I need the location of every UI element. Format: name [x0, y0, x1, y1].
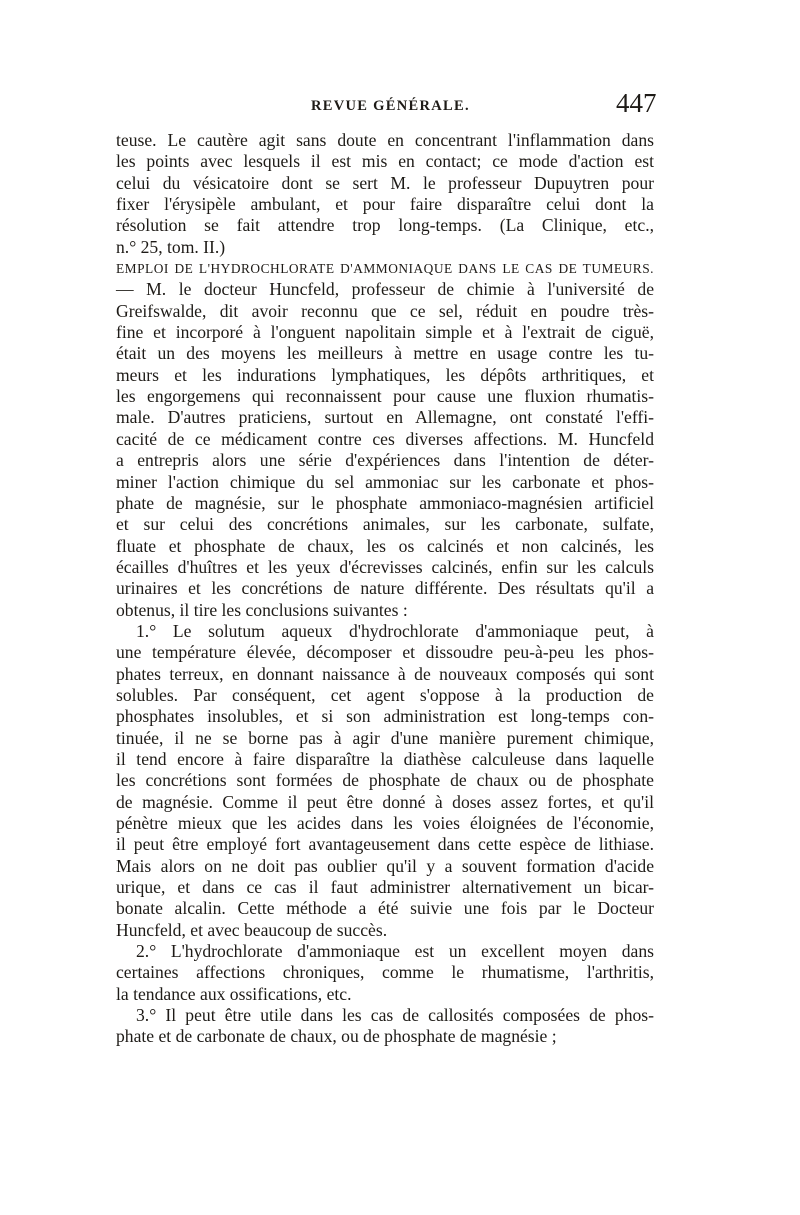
page-number: 447	[616, 88, 657, 118]
text-line: bonate alcalin. Cette méthode a été suivie une fois par le Docteur	[116, 898, 654, 919]
text-line: il peut être employé fort avantageusement dans cette espèce de lithiase.	[116, 834, 654, 855]
text-line: urique, et dans ce cas il faut administrer alternativement un bicar-	[116, 877, 654, 898]
list-item-1: 1.° Le solutum aqueux d'hydrochlorate d'ammoniaque peut, à	[136, 620, 654, 641]
text-line: a entrepris alors une série d'expériences dans l'intention de déter-	[116, 450, 654, 471]
text-line: les concrétions sont formées de phosphate de chaux ou de phosphate	[116, 770, 654, 791]
text-line: miner l'action chimique du sel ammoniac sur les carbonate et phos-	[116, 471, 654, 492]
text-line: les engorgemens qui reconnaissent pour cause une fluxion rhumatis-	[116, 386, 654, 407]
text-line: Huncfeld, et avec beaucoup de succès.	[116, 919, 388, 940]
text-line: fluate et phosphate de chaux, les os calcinés et non calcinés, les	[116, 535, 654, 556]
text-line: de magnésie. Comme il peut être donné à doses assez fortes, et qu'il	[116, 791, 654, 812]
text-line: Greifswalde, dit avoir reconnu que ce sel, réduit en poudre très-	[116, 300, 654, 321]
text-line: résolution se fait attendre trop long-temps. (La Clinique, etc.,	[116, 215, 654, 236]
body-text	[116, 130, 654, 1048]
text-line: phosphates insolubles, et si son administration est long-temps con-	[116, 706, 654, 727]
text-line: phate et de carbonate de chaux, ou de phosphate de magnésie ;	[116, 1026, 557, 1047]
text-line: écailles d'huîtres et les yeux d'écrevisses calcinés, enfin sur les calculs	[116, 556, 654, 577]
page-header	[116, 88, 660, 126]
text-line: Mais alors on ne doit pas oublier qu'il y a souvent formation d'acide	[116, 855, 654, 876]
text-line: solubles. Par conséquent, cet agent s'oppose à la production de	[116, 684, 654, 705]
list-item-2: 2.° L'hydrochlorate d'ammoniaque est un excellent moyen dans	[136, 941, 654, 962]
text-line: tinuée, il ne se borne pas à agir d'une manière purement chimique,	[116, 727, 654, 748]
text-line: certaines affections chroniques, comme le rhumatisme, l'arthritis,	[116, 962, 654, 983]
text-line: était un des moyens les meilleurs à mettre en usage contre les tu-	[116, 343, 654, 364]
text-line: phates terreux, en donnant naissance à de nouveaux composés qui sont	[116, 663, 654, 684]
text-line: — M. le docteur Huncfeld, professeur de chimie à l'université de	[116, 279, 654, 300]
text-line: cacité de ce médicament contre ces diverses affections. M. Huncfeld	[116, 428, 654, 449]
section-heading: EMPLOI DE L'HYDROCHLORATE D'AMMONIAQUE DANS LE CAS DE TUMEURS.	[116, 261, 654, 277]
running-head: REVUE GÉNÉRALE.	[311, 98, 470, 114]
text-line: la tendance aux ossifications, etc.	[116, 983, 352, 1004]
text-line: fixer l'érysipèle ambulant, et pour faire disparaître celui dont la	[116, 194, 654, 215]
text-line: n.° 25, tom. II.)	[116, 236, 226, 257]
text-line: il tend encore à faire disparaître la diathèse calculeuse dans laquelle	[116, 748, 654, 769]
text-line: urinaires et les concrétions de nature différente. Des résultats qu'il a	[116, 578, 654, 599]
text-line: meurs et les indurations lymphatiques, les dépôts arthritiques, et	[116, 364, 654, 385]
text-line: celui du vésicatoire dont se sert M. le professeur Dupuytren pour	[116, 172, 654, 193]
text-line: fine et incorporé à l'onguent napolitain simple et à l'extrait de ciguë,	[116, 322, 654, 343]
text-line: male. D'autres praticiens, surtout en Allemagne, ont constaté l'effi-	[116, 407, 654, 428]
text-line: une température élevée, décomposer et dissoudre peu-à-peu les phos-	[116, 642, 654, 663]
list-item-3: 3.° Il peut être utile dans les cas de callosités composées de phos-	[136, 1005, 654, 1026]
text-line: pénètre mieux que les acides dans les voies éloignées de l'économie,	[116, 813, 654, 833]
text-line: et sur celui des concrétions animales, sur les carbonate, sulfate,	[116, 514, 654, 535]
text-line: obtenus, il tire les conclusions suivantes :	[116, 599, 408, 620]
text-line: les points avec lesquels il est mis en contact; ce mode d'action est	[116, 151, 654, 172]
text-line: phate de magnésie, sur le phosphate ammoniaco-magnésien artificiel	[116, 492, 654, 513]
text-line: teuse. Le cautère agit sans doute en concentrant l'inflammation dans	[116, 130, 654, 150]
